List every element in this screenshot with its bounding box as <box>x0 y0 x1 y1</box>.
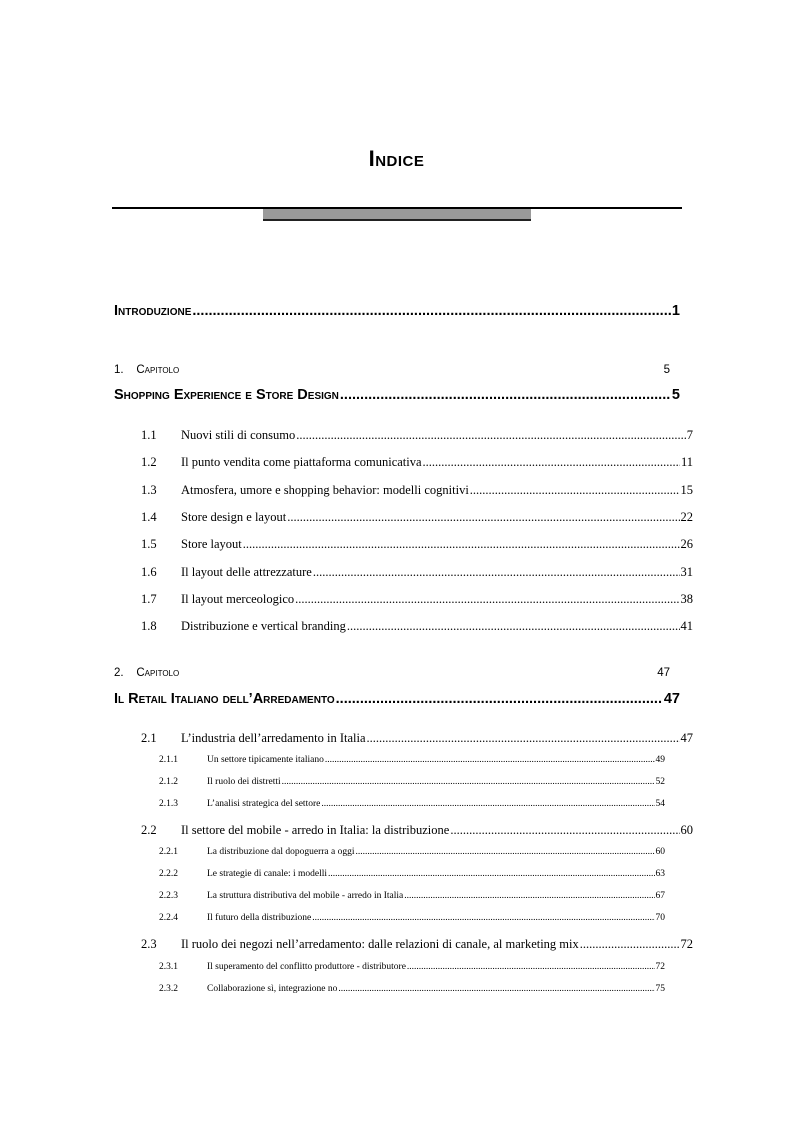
dot-leader <box>580 937 680 952</box>
section-number: 1.6 <box>141 565 157 579</box>
toc-section-2-3[interactable] <box>141 937 693 952</box>
toc-entry-introduzione[interactable] <box>114 303 680 319</box>
section-page: 47 <box>680 731 693 745</box>
capitolo-page: 5 <box>663 364 670 376</box>
dot-leader <box>312 913 654 923</box>
dot-leader <box>321 799 654 809</box>
toc-entry-page: 5 <box>671 387 680 403</box>
toc-entry-title: Introduzione <box>114 303 192 319</box>
section-title: Il layout merceologico <box>181 592 295 606</box>
toc-subsection-2-1-3[interactable] <box>159 799 665 809</box>
section-title: Distribuzione e vertical branding <box>181 619 346 633</box>
dot-leader <box>192 303 671 319</box>
toc-section-1-3[interactable] <box>141 483 693 498</box>
toc-section-1-7[interactable] <box>141 592 693 607</box>
dot-leader <box>296 428 686 443</box>
subsection-number: 2.3.1 <box>159 962 178 972</box>
dot-leader <box>328 869 654 879</box>
section-number: 1.4 <box>141 510 157 524</box>
subsection-page: 52 <box>655 777 665 787</box>
subsection-title: Un settore tipicamente italiano <box>207 755 324 765</box>
capitolo-label: Capitolo <box>136 667 180 679</box>
subsection-number: 2.1.2 <box>159 777 178 787</box>
dot-leader <box>367 731 680 746</box>
subsection-number: 2.2.3 <box>159 891 178 901</box>
chapter-number: 2. <box>114 667 124 679</box>
dot-leader <box>338 984 654 994</box>
toc-subsection-2-3-1[interactable] <box>159 962 665 972</box>
toc-subsection-2-3-2[interactable] <box>159 984 665 994</box>
toc-section-2-2[interactable] <box>141 823 693 838</box>
subsection-title: Il futuro della distribuzione <box>207 913 312 923</box>
section-title: Store design e layout <box>181 510 287 524</box>
toc-chapter-2-title[interactable] <box>114 691 680 707</box>
subsection-page: 63 <box>655 869 665 879</box>
dot-leader <box>423 455 680 470</box>
dot-leader <box>282 777 655 787</box>
section-page: 60 <box>680 823 693 837</box>
toc-chapter-1-title[interactable] <box>114 387 680 403</box>
subsection-number: 2.1.1 <box>159 755 178 765</box>
subsection-page: 72 <box>655 962 665 972</box>
toc-section-1-4[interactable] <box>141 510 693 525</box>
subsection-page: 60 <box>655 847 665 857</box>
toc-section-1-6[interactable] <box>141 565 693 580</box>
capitolo-page: 47 <box>657 667 670 679</box>
section-number: 1.1 <box>141 428 157 442</box>
subsection-page: 70 <box>655 913 665 923</box>
toc-subsection-2-2-4[interactable] <box>159 913 665 923</box>
section-title: Il punto vendita come piattaforma comunicativa <box>181 455 422 469</box>
toc-entry-page: 47 <box>663 691 680 707</box>
section-page: 41 <box>680 619 693 633</box>
toc-entry-page: 1 <box>671 303 680 319</box>
subsection-page: 75 <box>655 984 665 994</box>
dot-leader <box>404 891 654 901</box>
section-title: Il settore del mobile - arredo in Italia: la distribuzione <box>181 823 450 837</box>
toc-entry-title: Shopping Experience e Store Design <box>114 387 339 403</box>
section-number: 1.7 <box>141 592 157 606</box>
section-page: 72 <box>680 937 693 951</box>
section-page: 7 <box>686 428 693 442</box>
subsection-page: 67 <box>655 891 665 901</box>
toc-section-1-1[interactable] <box>141 428 693 443</box>
chapter-1-label-row <box>114 364 680 376</box>
section-number: 1.3 <box>141 483 157 497</box>
dot-leader <box>450 823 679 838</box>
section-title: Store layout <box>181 537 242 551</box>
section-number: 1.8 <box>141 619 157 633</box>
subsection-title: La distribuzione dal dopoguerra a oggi <box>207 847 355 857</box>
toc-section-1-5[interactable] <box>141 537 693 552</box>
subsection-title: L’analisi strategica del settore <box>207 799 321 809</box>
subsection-page: 49 <box>655 755 665 765</box>
title-band-edge <box>263 219 531 221</box>
section-page: 11 <box>680 455 693 469</box>
subsection-number: 2.3.2 <box>159 984 178 994</box>
subsection-number: 2.2.4 <box>159 913 178 923</box>
chapter-number: 1. <box>114 364 124 376</box>
section-page: 31 <box>680 565 693 579</box>
dot-leader <box>336 691 663 707</box>
subsection-number: 2.2.1 <box>159 847 178 857</box>
dot-leader <box>340 387 671 403</box>
section-page: 15 <box>680 483 693 497</box>
section-title: Il layout delle attrezzature <box>181 565 312 579</box>
section-number: 1.2 <box>141 455 157 469</box>
subsection-title: Le strategie di canale: i modelli <box>207 869 328 879</box>
dot-leader <box>407 962 655 972</box>
dot-leader <box>295 592 679 607</box>
toc-subsection-2-2-1[interactable] <box>159 847 665 857</box>
section-number: 2.3 <box>141 937 157 951</box>
toc-section-1-8[interactable] <box>141 619 693 634</box>
toc-subsection-2-2-3[interactable] <box>159 891 665 901</box>
dot-leader <box>243 537 680 552</box>
subsection-number: 2.1.3 <box>159 799 178 809</box>
toc-section-2-1[interactable] <box>141 731 693 746</box>
section-number: 2.2 <box>141 823 157 837</box>
subsection-title: Collaborazione sì, integrazione no <box>207 984 338 994</box>
subsection-title: Il superamento del conflitto produttore - distributore <box>207 962 406 972</box>
section-page: 38 <box>680 592 693 606</box>
section-title: L’industria dell’arredamento in Italia <box>181 731 366 745</box>
subsection-title: La struttura distributiva del mobile - arredo in Italia <box>207 891 404 901</box>
toc-section-1-2[interactable] <box>141 455 693 470</box>
subsection-title: Il ruolo dei distretti <box>207 777 281 787</box>
section-page: 26 <box>680 537 693 551</box>
section-title: Nuovi stili di consumo <box>181 428 296 442</box>
toc-subsection-2-1-1[interactable] <box>159 755 665 765</box>
dot-leader <box>347 619 680 634</box>
dot-leader <box>470 483 680 498</box>
dot-leader <box>287 510 679 525</box>
dot-leader <box>355 847 654 857</box>
page-title: Indice <box>368 146 425 171</box>
subsection-number: 2.2.2 <box>159 869 178 879</box>
dot-leader <box>325 755 655 765</box>
chapter-2-label-row <box>114 667 680 679</box>
section-page: 22 <box>680 510 693 524</box>
toc-subsection-2-1-2[interactable] <box>159 777 665 787</box>
toc-subsection-2-2-2[interactable] <box>159 869 665 879</box>
subsection-page: 54 <box>655 799 665 809</box>
dot-leader <box>313 565 680 580</box>
section-title: Atmosfera, umore e shopping behavior: modelli cognitivi <box>181 483 469 497</box>
toc-entry-title: Il Retail Italiano dell’Arredamento <box>114 691 335 707</box>
section-number: 1.5 <box>141 537 157 551</box>
section-title: Il ruolo dei negozi nell’arredamento: dalle relazioni di canale, al marketing mix <box>181 937 579 951</box>
capitolo-label: Capitolo <box>136 364 180 376</box>
section-number: 2.1 <box>141 731 157 745</box>
